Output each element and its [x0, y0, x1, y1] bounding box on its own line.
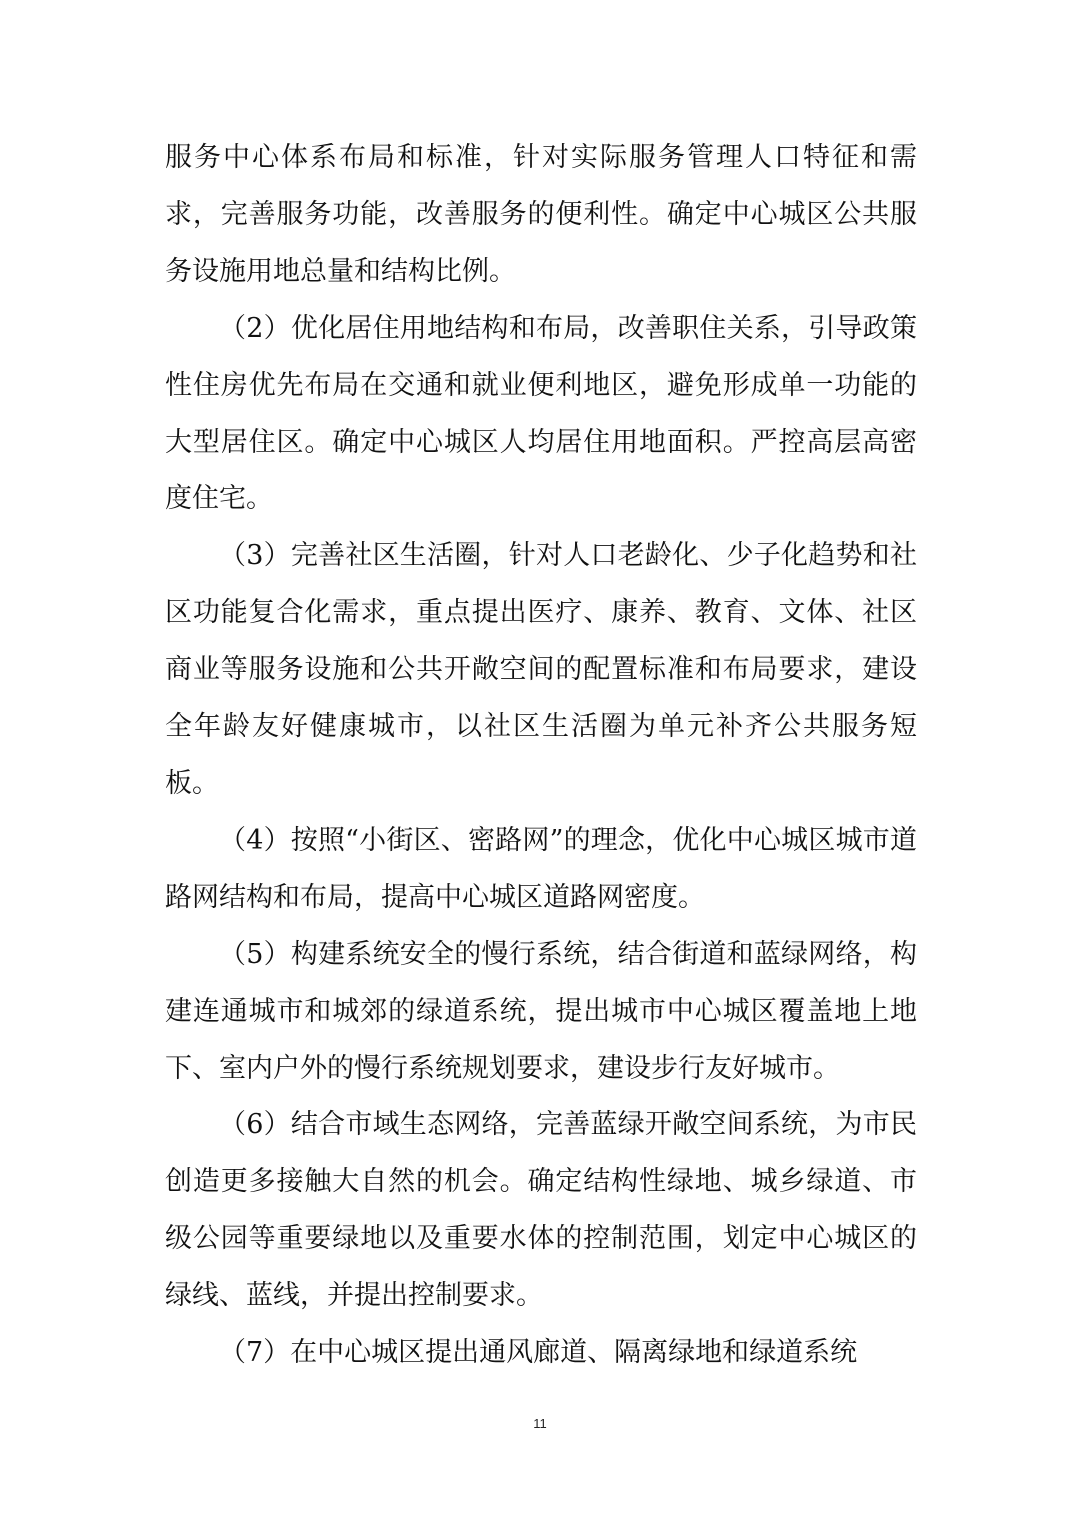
page-number: 11 — [533, 1416, 547, 1431]
paragraph-continuation: 服务中心体系布局和标准，针对实际服务管理人口特征和需求，完善服务功能，改善服务的便利性。确定中心城区公共服务设施用地总量和结构比例。 — [165, 142, 917, 287]
paragraph-item-5: （5）构建系统安全的慢行系统，结合街道和蓝绿网络，构建连通城市和城郊的绿道系统，提出城市中心城区覆盖地上地下、室内户外的慢行系统规划要求，建设步行友好城市。 — [165, 938, 917, 1084]
paragraph-item-4: （4）按照“小街区、密路网”的理念，优化中心城区城市道路网结构和布局，提高中心城区道路网密度。 — [165, 824, 917, 913]
paragraph-item-6: （6）结合市域生态网络，完善蓝绿开敞空间系统，为市民创造更多接触大自然的机会。确定结构性绿地、城乡绿道、市级公园等重要绿地以及重要水体的控制范围，划定中心城区的绿线、蓝线，并提出控制要求。 — [165, 1109, 917, 1312]
paragraph-item-3: （3）完善社区生活圈，针对人口老龄化、少子化趋势和社区功能复合化需求，重点提出医疗、康养、教育、文体、社区商业等服务设施和公共开敞空间的配置标准和布局要求，建设全年龄友好健康城市，以社区生活圈为单元补齐公共服务短板。 — [165, 540, 917, 799]
paragraph-item-7: （7）在中心城区提出通风廊道、隔离绿地和绿道系统 — [219, 1337, 858, 1369]
paragraph-item-2: （2）优化居住用地结构和布局，改善职住关系，引导政策性住房优先布局在交通和就业便利地区，避免形成单一功能的大型居住区。确定中心城区人均居住用地面积。严控高层高密度住宅。 — [165, 312, 917, 515]
body-text — [165, 130, 917, 1382]
